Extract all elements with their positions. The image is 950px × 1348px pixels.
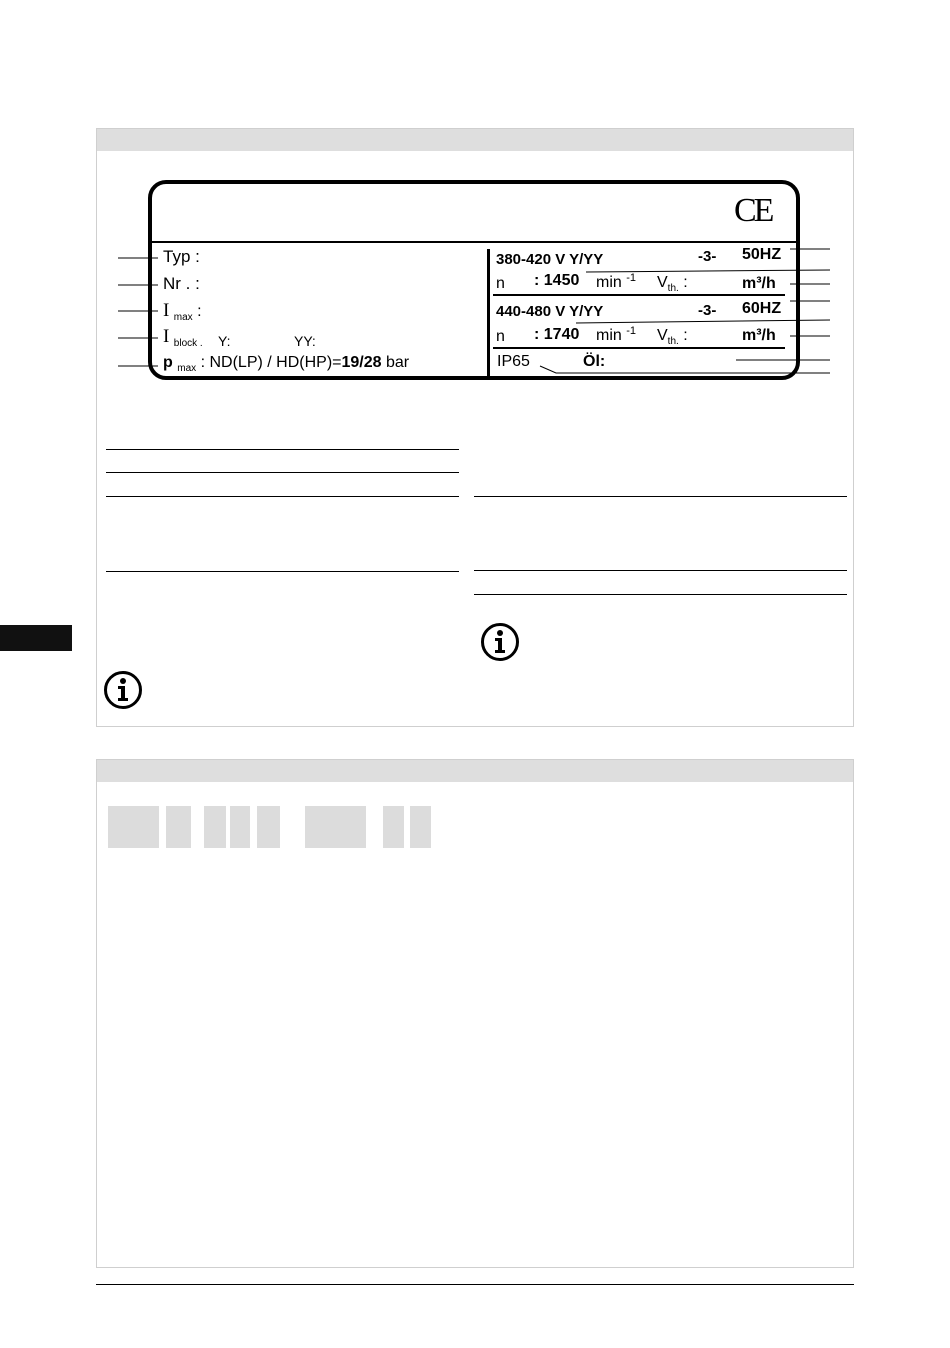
- form-line-right-1: [474, 496, 847, 497]
- imax-symbol: I: [163, 300, 170, 321]
- speed-unit-text-60hz: min: [596, 327, 622, 344]
- vth-sub-60hz: th.: [667, 336, 679, 347]
- pmax-value: 19/28: [341, 354, 382, 371]
- form-line-left-1: [106, 449, 459, 450]
- ip-rating: IP65: [497, 353, 530, 370]
- flow-unit-60hz: m³/h: [742, 327, 776, 344]
- imax-subscript: max: [173, 312, 193, 323]
- pmax-unit: bar: [386, 354, 410, 371]
- code-box-8: [410, 806, 431, 848]
- frequency-50hz: 50HZ: [742, 246, 782, 263]
- phase-50hz: -3-: [698, 248, 717, 265]
- iblock-y: Y:: [218, 333, 231, 349]
- code-box-3: [204, 806, 226, 848]
- vth-v-60hz: V: [657, 327, 668, 344]
- iblock-yy: YY:: [294, 333, 316, 349]
- pmax-subscript: max: [177, 363, 197, 374]
- info-circle-icon: [103, 670, 143, 710]
- oil-label: Öl:: [583, 353, 606, 370]
- code-box-7: [383, 806, 404, 848]
- speed-unit-exp-50hz: -1: [626, 272, 637, 284]
- nr-label: Nr . :: [163, 274, 200, 293]
- vth-sub-50hz: th.: [667, 283, 679, 294]
- typ-label: Typ :: [163, 247, 200, 266]
- vth-colon-50hz: :: [683, 274, 688, 291]
- pmax-symbol: p: [163, 354, 173, 371]
- code-box-2: [166, 806, 191, 848]
- form-line-right-2: [474, 570, 847, 571]
- frequency-60hz: 60HZ: [742, 300, 782, 317]
- vth-v-50hz: V: [657, 274, 668, 291]
- speed-unit-exp-60hz: -1: [626, 325, 637, 337]
- n-label-50hz: n: [496, 275, 505, 292]
- code-box-6: [305, 806, 366, 848]
- iblock-subscript: block .: [173, 338, 203, 349]
- type-code-panel-header: [97, 760, 853, 782]
- ce-mark: CE: [734, 192, 772, 229]
- vth-colon-60hz: :: [683, 327, 688, 344]
- code-box-5: [257, 806, 280, 848]
- form-line-right-3: [474, 594, 847, 595]
- info-circle-icon: [480, 622, 520, 662]
- pmax-text: : ND(LP) / HD(HP)=: [200, 354, 342, 371]
- form-line-left-3: [106, 496, 459, 497]
- speed-unit-text-50hz: min: [596, 274, 622, 291]
- flow-unit-50hz: m³/h: [742, 275, 776, 292]
- code-box-1: [108, 806, 159, 848]
- phase-60hz: -3-: [698, 302, 717, 319]
- voltage-50hz: 380-420 V Y/YY: [496, 251, 604, 268]
- n-label-60hz: n: [496, 328, 505, 345]
- voltage-60hz: 440-480 V Y/YY: [496, 303, 604, 320]
- code-box-4: [230, 806, 250, 848]
- speed-60hz: : 1740: [534, 326, 580, 343]
- speed-50hz: : 1450: [534, 272, 580, 289]
- form-line-left-2: [106, 472, 459, 473]
- footer-rule: [96, 1284, 854, 1285]
- imax-colon: :: [197, 303, 202, 320]
- form-line-left-4: [106, 571, 459, 572]
- iblock-symbol: I: [163, 326, 170, 347]
